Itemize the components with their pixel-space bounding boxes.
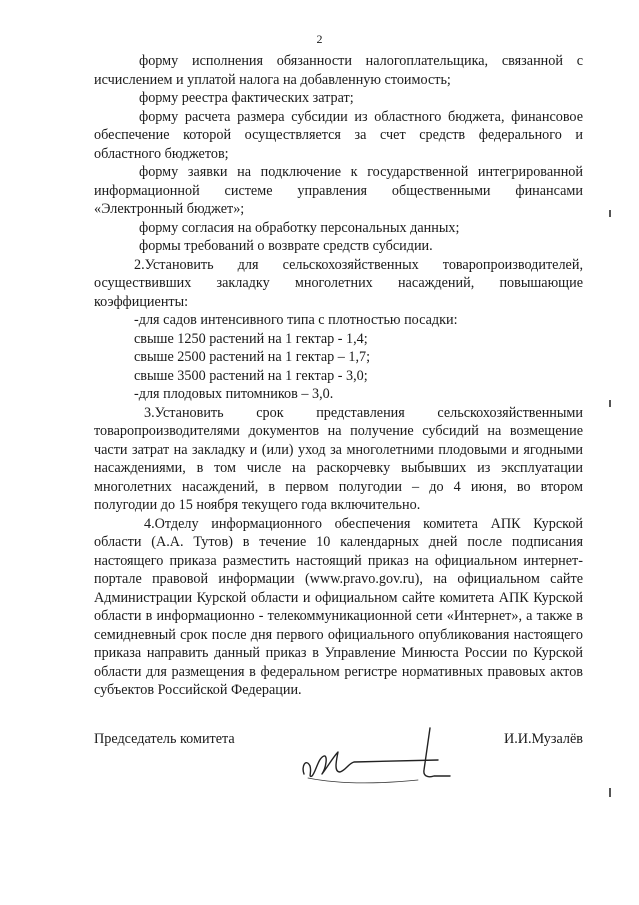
paragraph-item-3: 3.Установить срок представления сельскохозяйственными товаропроизводителями документов на получение субсидий на возмещение части затрат на закладку и (или) уход за многолетними плодовыми и ягодными насаждениями, в том числе на раскорчевку выбывших из эксплуатации многолетних насаждений, в первом полугодии – до 4 июня, во втором полугодии до 15 ноября текущего года включительно. [94,404,583,513]
list-item-density-1250: свыше 1250 растений на 1 гектар - 1,4; [134,330,368,347]
scan-edge-mark [609,400,611,407]
signatory-name: И.И.Музалёв [503,731,583,747]
paragraph-cost-register: форму реестра фактических затрат; [139,90,354,106]
signatory-title: Председатель комитета [94,731,235,747]
paragraph-item-2: 2.Установить для сельскохозяйственных товаропроизводителей, осуществивших закладку многолетних насаждений, повышающие коэффициенты: [94,256,583,310]
list-item-intensive-gardens: -для садов интенсивного типа с плотностью посадки: [134,312,458,328]
paragraph-item-4: 4.Отделу информационного обеспечения комитета АПК Курской области (А.А. Тутов) в течение 10 календарных дней после подписания настоящего приказа разместить настоящий приказ на официальном интернет-портале правовой информации (www.pravo.gov.ru), на официальном сайте Администрации Курской области и официальном сайте комитета АПК Курской области в информационно - телекоммуникационной сети «Интернет», а также в семидневный срок после дня первого официального опубликования настоящего приказа направить данный приказ в Управление Минюста России по Курской области для размещения в федеральном регистре нормативных правовых актов субъектов Российской Федерации. [94,515,583,698]
paragraph-refund-demands: формы требований о возврате средств субсидии. [139,238,433,254]
page-number: 2 [316,32,323,46]
list-item-nurseries: -для плодовых питомников – 3,0. [134,386,334,402]
paragraph-subsidy-calc: форму расчета размера субсидии из областного бюджета, финансовое обеспечение которой осуществляется за счет средств федерального и областного бюджетов; [94,108,583,162]
list-item-density-2500: свыше 2500 растений на 1 гектар – 1,7; [134,349,371,365]
paragraph-ebudget-application: форму заявки на подключение к государственной интегрированной информационной системе управления общественными финансами «Электронный бюджет»; [94,164,583,217]
paragraph-consent-form: форму согласия на обработку персональных данных; [139,219,460,236]
paragraph-vat-form: форму исполнения обязанности налогоплательщика, связанной с исчислением и уплатой налога на добавленную стоимость; [94,53,583,88]
scan-edge-mark [609,788,611,797]
document-body [94,52,583,700]
list-item-density-3500: свыше 3500 растений на 1 гектар - 3,0; [134,367,368,384]
handwritten-signature [298,722,458,792]
scan-edge-mark [609,210,611,217]
